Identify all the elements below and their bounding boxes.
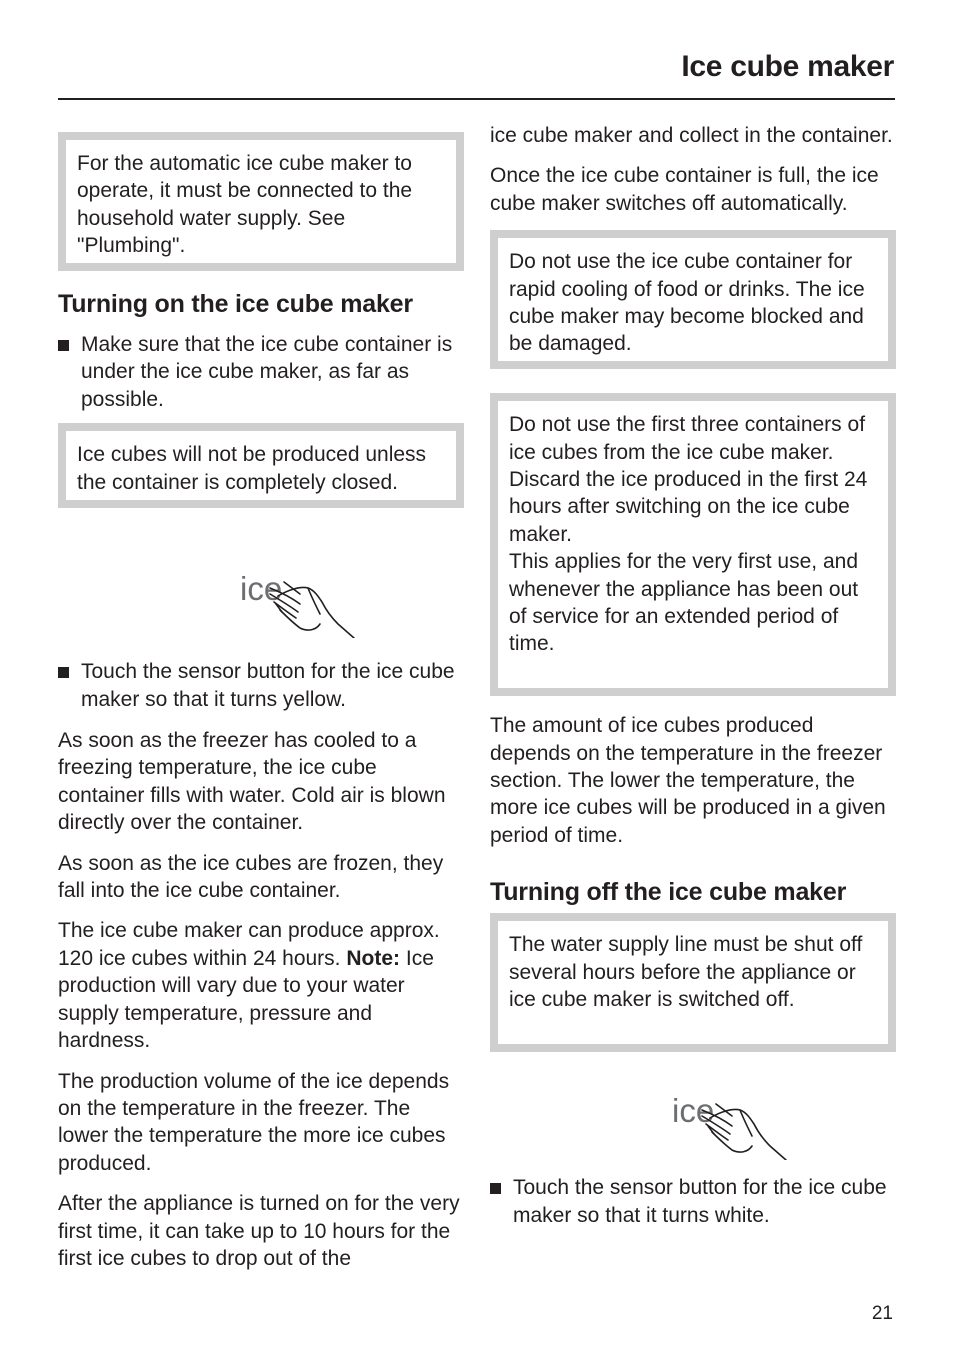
bullet-text: Touch the sensor button for the ice cube maker so that it turns yellow.	[81, 660, 455, 711]
header-divider	[58, 98, 895, 100]
note-text: Ice cubes will not be produced unless the container is completely closed.	[77, 443, 427, 494]
bullet-square-icon	[58, 667, 69, 678]
bullet-item	[58, 658, 464, 713]
paragraph: The production volume of the ice depends on the temperature in the freezer. The lower the temperature the more ice cubes produced.	[58, 1069, 450, 1175]
note-text: This applies for the very first use, and whenever the appliance has been out of service for an extended period of time.	[509, 550, 859, 656]
section-heading-turning-on: Turning on the ice cube maker	[58, 290, 413, 318]
note-box-discard	[490, 393, 896, 696]
bullet-text: Make sure that the ice cube container is under the ice cube maker, as far as possible.	[81, 333, 453, 411]
bullet-square-icon	[490, 1183, 501, 1194]
ice-sensor-label: ice	[240, 570, 283, 608]
paragraph: Once the ice cube container is full, the ice cube maker switches off automatically.	[490, 164, 879, 215]
page-title: Ice cube maker	[681, 50, 894, 83]
ice-sensor-touch-icon	[240, 568, 370, 638]
bullet-item	[58, 331, 464, 413]
paragraph: After the appliance is turned on for the very first time, it can take up to 10 hours for the first ice cubes to drop out of the	[58, 1192, 460, 1270]
bullet-square-icon	[58, 340, 69, 351]
paragraph-capacity	[58, 917, 464, 1054]
note-text: The water supply line must be shut off several hours before the appliance or ice cube maker is switched off.	[509, 933, 863, 1012]
note-label: Note:	[346, 946, 401, 970]
bullet-item	[490, 1174, 896, 1229]
note-text: Do not use the first three containers of ice cubes from the ice cube maker.	[509, 413, 866, 464]
right-column	[490, 122, 896, 1239]
ice-sensor-touch-icon	[672, 1090, 802, 1160]
note-box-closed	[58, 423, 464, 508]
bullet-text: Touch the sensor button for the ice cube maker so that it turns white.	[513, 1176, 887, 1227]
left-column	[58, 132, 464, 1285]
note-box-plumbing	[58, 132, 464, 271]
paragraph: ice cube maker and collect in the container.	[490, 124, 893, 147]
paragraph: As soon as the ice cubes are frozen, they fall into the ice cube container.	[58, 851, 444, 903]
section-heading-turning-off: Turning off the ice cube maker	[490, 878, 847, 907]
paragraph: The amount of ice cubes produced depends on the temperature in the freezer section. The lower the temperature, the more ice cubes will be produced in a given period of time.	[490, 714, 886, 847]
note-text: For the automatic ice cube maker to operate, it must be connected to the household water supply. See "Plumbing".	[77, 152, 413, 258]
ice-sensor-label: ice	[672, 1092, 715, 1130]
paragraph: As soon as the freezer has cooled to a freezing temperature, the ice cube container fills with water. Cold air is blown directly over the container.	[58, 729, 446, 835]
note-text: Do not use the ice cube container for rapid cooling of food or drinks. The ice cube maker may become blocked and be damaged.	[509, 250, 865, 356]
paragraph-text: Ice production will vary due to your water supply temperature, pressure and hardness.	[58, 946, 434, 1053]
paragraph-text: The ice cube maker can produce approx. 120 ice cubes within 24 hours.	[58, 919, 440, 970]
note-text: Discard the ice produced in the first 24 hours after switching on the ice cube maker.	[509, 468, 868, 546]
page-number: 21	[871, 1303, 893, 1324]
note-box-container-use	[490, 230, 896, 369]
note-box-water-line	[490, 913, 896, 1052]
